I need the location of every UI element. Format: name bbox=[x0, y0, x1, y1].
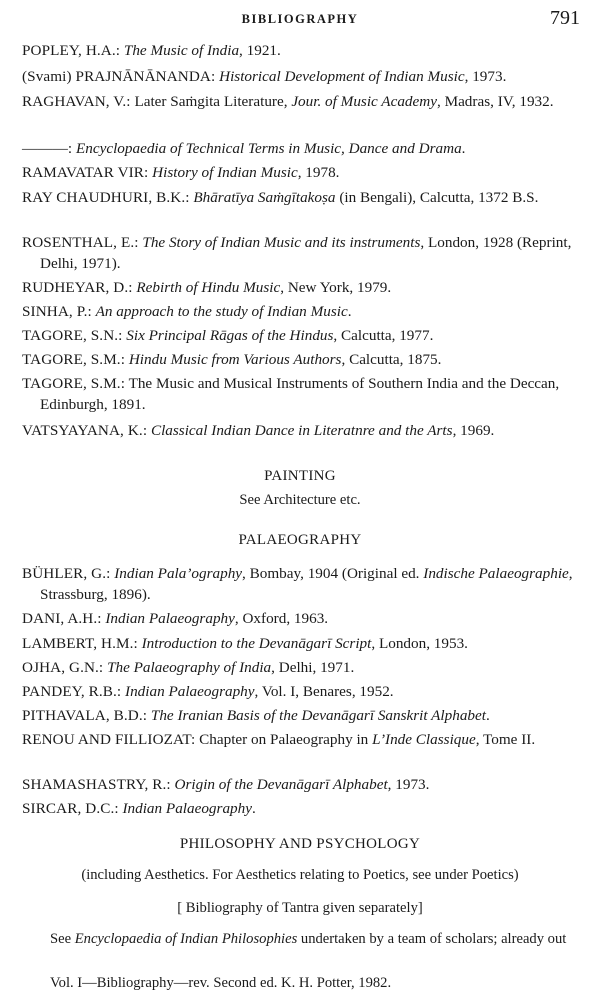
entry-author: SINHA, P.: bbox=[22, 303, 92, 320]
entry-rest: , Vol. I, Benares, 1952. bbox=[254, 683, 394, 700]
entry-author: PANDEY, R.B.: bbox=[22, 683, 122, 700]
entry-rest: , 1969. bbox=[452, 422, 495, 439]
entry-rest: , Bombay, 1904 (Original ed. bbox=[242, 565, 420, 582]
entry-author: RAMAVATAR VIR: bbox=[22, 164, 149, 181]
entry-author: RENOU AND FILLIOZAT: bbox=[22, 731, 196, 748]
entry-title: Indian Palaeography bbox=[122, 800, 252, 817]
entry-rest: . bbox=[461, 140, 466, 157]
note-pre: See bbox=[50, 931, 72, 947]
entry-pre: The Music and Musical Instruments of Southern India and the Deccan, bbox=[128, 375, 560, 392]
bibliography-entry bbox=[22, 563, 600, 605]
entry-title: Six Principal Rāgas of the Hindus bbox=[126, 327, 334, 344]
entry-author: RAY CHAUDHURI, B.K.: bbox=[22, 189, 190, 206]
bibliography-entry bbox=[22, 373, 600, 415]
entry-title: Encyclopaedia of Technical Terms in Music, Dance and Drama bbox=[75, 140, 462, 157]
entry-title-original: Indische Palaeographie bbox=[423, 565, 569, 582]
bibliography-entry bbox=[22, 798, 600, 819]
bibliography-entry bbox=[22, 349, 600, 370]
bibliography-entry bbox=[22, 301, 600, 322]
entry-title: An approach to the study of Indian Music bbox=[95, 303, 348, 320]
bibliography-entry bbox=[22, 187, 600, 208]
bibliography-entry bbox=[22, 138, 600, 159]
bibliography-entry bbox=[22, 681, 600, 702]
entry-rest: , London, 1953. bbox=[371, 635, 468, 652]
entry-rest: , New York, 1979. bbox=[280, 279, 392, 296]
bibliography-entry bbox=[22, 420, 600, 441]
entry-title: Bhāratīya Saṁgītakoṣa bbox=[193, 189, 336, 206]
entry-author: TAGORE, S.N.: bbox=[22, 327, 123, 344]
entry-rest: . bbox=[485, 707, 490, 724]
entry-author: SIRCAR, D.C.: bbox=[22, 800, 119, 817]
entry-title: The Iranian Basis of the Devanāgarī Sanskrit Alphabet bbox=[150, 707, 486, 724]
entry-title: History of Indian Music bbox=[152, 164, 298, 181]
entry-title: Rebirth of Hindu Music bbox=[136, 279, 281, 296]
bibliography-entry bbox=[22, 657, 600, 678]
bibliography-entry bbox=[22, 325, 600, 346]
bibliography-entry bbox=[22, 705, 600, 726]
entry-rest: , Tome II. bbox=[475, 731, 536, 748]
section-heading-philosophy: PHILOSOPHY AND PSYCHOLOGY bbox=[179, 836, 421, 852]
bibliography-entry bbox=[22, 91, 600, 112]
entry-rest: , 1973. bbox=[464, 68, 507, 85]
entry-author: VATSYAYANA, K.: bbox=[22, 422, 148, 439]
section-heading-palaeography: PALAEOGRAPHY bbox=[238, 532, 362, 548]
entry-author: OJHA, G.N.: bbox=[22, 659, 104, 676]
bibliography-entry bbox=[22, 608, 600, 629]
bracket-note: [ Bibliography of Tantra given separately] bbox=[177, 900, 423, 916]
bibliography-entry bbox=[22, 232, 600, 274]
entry-rest: , 1921. bbox=[239, 42, 281, 59]
entry-rest: , Oxford, 1963. bbox=[234, 610, 329, 627]
entry-author: SHAMASHASTRY, R.: bbox=[22, 776, 171, 793]
entry-title: Jour. of Music Academy bbox=[291, 93, 437, 110]
entry-author: DANI, A.H.: bbox=[22, 610, 102, 627]
page-number: 791 bbox=[550, 7, 580, 29]
entry-title: Indian Pala’ography bbox=[114, 565, 243, 582]
philosophy-note bbox=[50, 929, 590, 949]
entry-title: Indian Palaeography bbox=[105, 610, 235, 627]
entry-author: RUDHEYAR, D.: bbox=[22, 279, 133, 296]
section-subheading-philosophy: (including Aesthetics. For Aesthetics relating to Poetics, see under Poetics) bbox=[81, 867, 519, 883]
entry-rest: , Calcutta, 1875. bbox=[341, 351, 442, 368]
entry-author: ROSENTHAL, E.: bbox=[22, 234, 139, 251]
entry-title: L’Inde Classique bbox=[372, 731, 476, 748]
entry-rest: , Calcutta, 1977. bbox=[333, 327, 434, 344]
entry-pre: Later Saṁgita Literature, bbox=[134, 93, 288, 110]
entry-title: The Music of India bbox=[123, 42, 240, 59]
bibliography-entry bbox=[22, 66, 600, 87]
note-title: Encyclopaedia of Indian Philosophies bbox=[74, 931, 298, 947]
bibliography-entry bbox=[22, 40, 600, 61]
entry-author: LAMBERT, H.M.: bbox=[22, 635, 138, 652]
entry-title: Indian Palaeography bbox=[125, 683, 255, 700]
bibliography-entry bbox=[22, 633, 600, 654]
volume-line: Vol. I—Bibliography—rev. Second ed. K. H. Potter, 1982. bbox=[50, 975, 392, 991]
entry-rest: , Delhi, 1971. bbox=[271, 659, 355, 676]
entry-title: The Palaeography of India bbox=[107, 659, 272, 676]
entry-rest: , Madras, IV, 1932. bbox=[436, 93, 554, 110]
header-title: BIBLIOGRAPHY bbox=[241, 12, 359, 26]
entry-rest: . bbox=[347, 303, 352, 320]
note-rest: undertaken by a team of scholars; already out bbox=[297, 931, 567, 947]
entry-rest: , 1973. bbox=[387, 776, 430, 793]
entry-title: Origin of the Devanāgarī Alphabet bbox=[174, 776, 388, 793]
section-heading-painting: PAINTING bbox=[264, 468, 336, 484]
entry-pre: Chapter on Palaeography in bbox=[199, 731, 369, 748]
section-note-painting: See Architecture etc. bbox=[239, 492, 361, 508]
bibliography-entry bbox=[22, 729, 600, 750]
entry-rest: . bbox=[251, 800, 256, 817]
entry-rest: (in Bengali), Calcutta, 1372 B.S. bbox=[335, 189, 539, 206]
entry-rest: , 1978. bbox=[297, 164, 340, 181]
entry-title: Hindu Music from Various Authors bbox=[128, 351, 342, 368]
entry-rest: Edinburgh, 1891. bbox=[40, 396, 146, 413]
entry-author: BÜHLER, G.: bbox=[22, 565, 111, 582]
entry-author: TAGORE, S.M.: bbox=[22, 375, 126, 392]
entry-author: (Svami) PRAJNĀNĀNANDA: bbox=[22, 68, 216, 85]
entry-title: Historical Development of Indian Music bbox=[219, 68, 465, 85]
entry-title: The Story of Indian Music and its instruments bbox=[142, 234, 421, 251]
entry-rest-2: , Strassburg, 1896). bbox=[40, 565, 573, 603]
entry-author: PITHAVALA, B.D.: bbox=[22, 707, 148, 724]
bibliography-entry bbox=[22, 277, 600, 298]
entry-rest: , London, 1928 (Reprint, Delhi, 1971). bbox=[40, 234, 572, 272]
entry-author: ———: bbox=[22, 140, 73, 157]
bibliography-entry bbox=[22, 774, 600, 795]
bibliography-entry bbox=[22, 162, 600, 183]
entry-author: RAGHAVAN, V.: bbox=[22, 93, 131, 110]
entry-author: POPLEY, H.A.: bbox=[22, 42, 121, 59]
entry-title: Introduction to the Devanāgarī Script bbox=[141, 635, 372, 652]
entry-author: TAGORE, S.M.: bbox=[22, 351, 126, 368]
entry-title: Classical Indian Dance in Literatnre and the Arts bbox=[150, 422, 453, 439]
